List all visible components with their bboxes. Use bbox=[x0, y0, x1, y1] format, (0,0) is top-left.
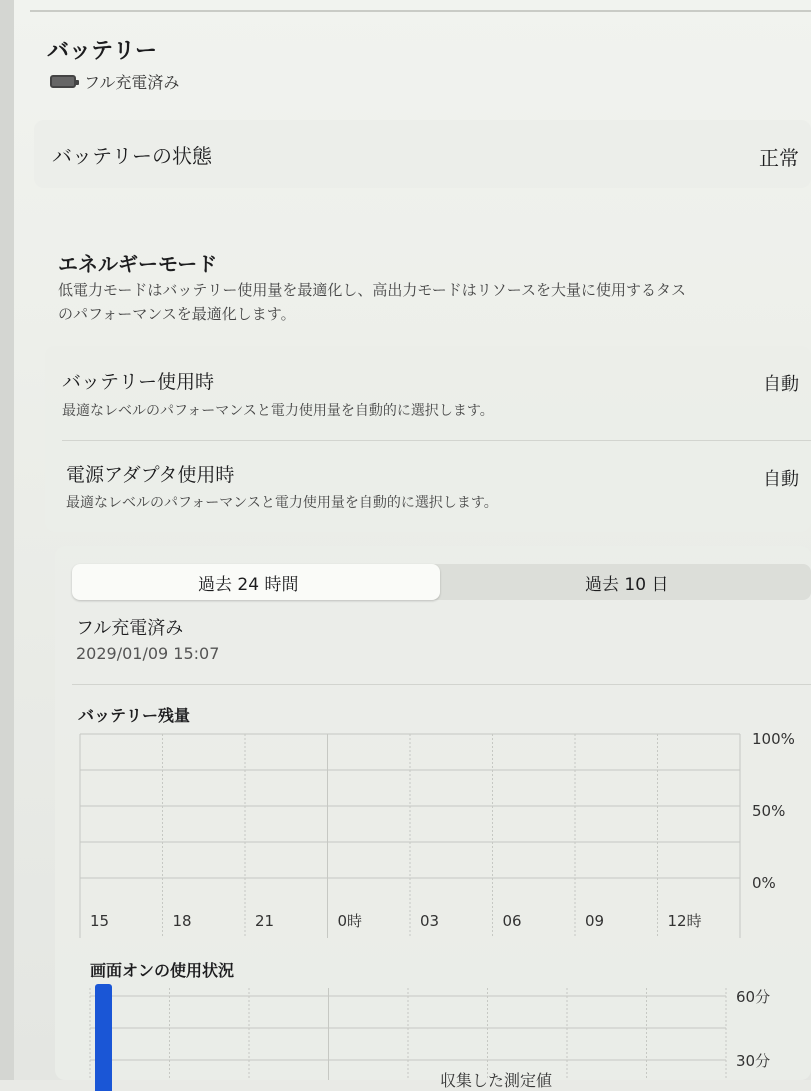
page-title: バッテリー bbox=[47, 39, 158, 64]
battery-health-value: 正常 bbox=[759, 146, 799, 170]
y-tick-label: 100% bbox=[752, 730, 795, 748]
x-tick-label: 03 bbox=[420, 912, 440, 930]
tab-last-24-hours-label: 過去 24 時間 bbox=[198, 575, 299, 595]
screen-on-chart-title: 画面オンの使用状況 bbox=[90, 961, 235, 980]
x-tick-label: 09 bbox=[585, 912, 605, 930]
battery-health-label: バッテリーの状態 bbox=[52, 144, 212, 168]
x-tick-label: 18 bbox=[172, 912, 192, 930]
adapter-mode-label: 電源アダプタ使用時 bbox=[66, 464, 235, 486]
adapter-mode-select[interactable]: 自動 bbox=[763, 469, 799, 490]
adapter-mode-description: 最適なレベルのパフォーマンスと電力使用量を自動的に選択します。 bbox=[66, 495, 498, 511]
footer-partial-text: 収集した測定値 bbox=[440, 1071, 553, 1090]
battery-mode-description: 最適なレベルのパフォーマンスと電力使用量を自動的に選択します。 bbox=[62, 403, 494, 419]
y-tick-label: 30分 bbox=[736, 1052, 771, 1070]
energy-mode-title: エネルギーモード bbox=[58, 252, 218, 276]
y-tick-label: 60分 bbox=[736, 988, 771, 1006]
last-charged-date: 2029/01/09 15:07 bbox=[76, 644, 220, 663]
tab-last-10-days[interactable]: 過去 10 日 bbox=[585, 575, 669, 595]
x-tick-label: 21 bbox=[255, 912, 275, 930]
x-tick-label: 15 bbox=[90, 912, 110, 930]
battery-level-chart-title: バッテリー残量 bbox=[78, 706, 191, 725]
y-tick-label: 50% bbox=[752, 802, 786, 820]
energy-desc-line-2: のパフォーマンスを最適化します。 bbox=[58, 305, 296, 323]
battery-mode-select[interactable]: 自動 bbox=[763, 374, 799, 395]
battery-mode-label: バッテリー使用時 bbox=[62, 371, 215, 393]
usage-bar bbox=[95, 984, 112, 1091]
energy-desc-line-1: 低電力モードはバッテリー使用量を最適化し、高出力モードはリソースを大量に使用するタス bbox=[58, 281, 687, 299]
x-tick-label: 0時 bbox=[337, 912, 363, 930]
y-tick-label: 0% bbox=[752, 874, 776, 892]
charge-status-label: フル充電済み bbox=[84, 73, 180, 92]
x-tick-label: 12時 bbox=[667, 912, 702, 930]
x-tick-label: 06 bbox=[502, 912, 522, 930]
last-charged-title: フル充電済み bbox=[76, 618, 184, 639]
